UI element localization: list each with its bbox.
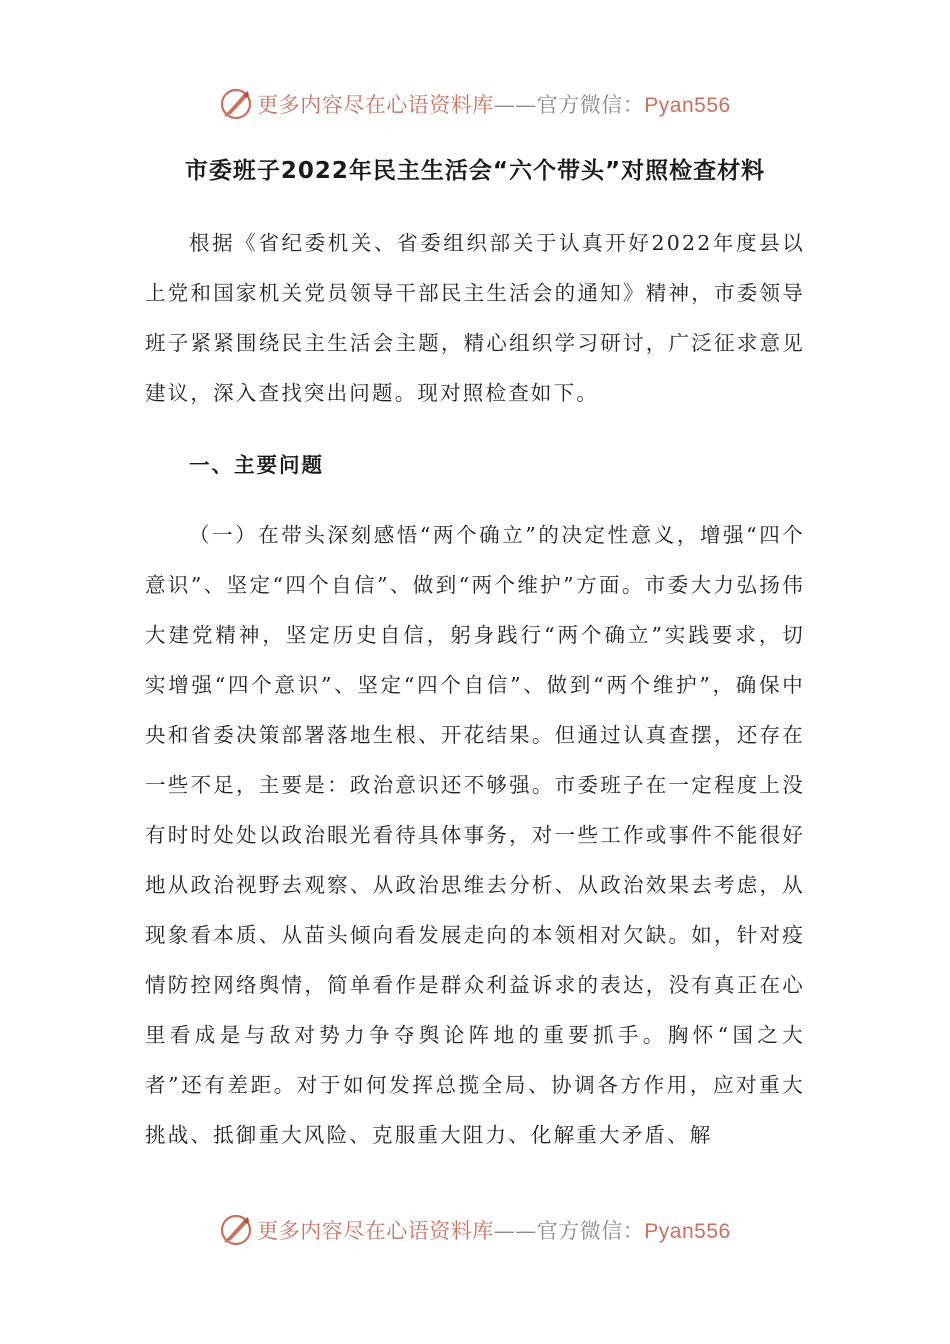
banner-wechat-label: 官方微信： — [536, 93, 645, 117]
footer-banner — [0, 1208, 950, 1252]
quill-pen-logo-icon — [219, 1213, 253, 1247]
section-paragraph: （一）在带头深刻感悟“两个确立”的决定性意义，增强“四个意识”、坚定“四个自信”、做到“两个维护”方面。市委大力弘扬伟大建党精神，坚定历史自信，躬身践行“两个确立”实践要求，切实增强“四个意识”、坚定“四个自信”、做到“两个维护”，确保中央和省委决策部署落地生根、开花结果。但通过认真查摆，还存在一些不足，主要是：政治意识还不够强。市委班子在一定程度上没有时时处处以政治眼光看待具体事务，对一些工作或事件不能很好地从政治视野去观察、从政治思维去分析、从政治效果去考虑，从现象看本质、从苗头倾向看发展走向的本领相对欠缺。如，针对疫情防控网络舆情，简单看作是群众利益诉求的表达，没有真正在心里看成是与敌对势力争夺舆论阵地的重要抓手。胸怀“国之大者”还有差距。对于如何发挥总揽全局、协调各方作用，应对重大挑战、抵御重大风险、克服重大阻力、化解重大矛盾、解 — [145, 523, 805, 1147]
footer-dash: —— — [493, 1219, 537, 1243]
footer-wechat-label: 官方微信： — [536, 1219, 645, 1243]
section-heading: 一、主要问题 — [189, 453, 324, 477]
intro-paragraph: 根据《省纪委机关、省委组织部关于认真开好2022年度县以上党和国家机关党员领导干部民主生活会的通知》精神，市委领导班子紧紧围绕民主生活会主题，精心组织学习研讨，广泛征求意见建议，深入查找突出问题。现对照检查如下。 — [145, 231, 805, 405]
banner-wechat-id: Pyan556 — [644, 94, 731, 117]
quill-pen-logo-icon — [219, 87, 253, 121]
document-title: 市委班子2022年民主生活会“六个带头”对照检查材料 — [184, 158, 766, 184]
banner-dash: —— — [493, 93, 537, 117]
banner-site-name: 更多内容尽在心语资料库 — [257, 93, 494, 117]
footer-wechat-id: Pyan556 — [644, 1220, 731, 1243]
header-banner — [0, 82, 950, 126]
footer-site-name: 更多内容尽在心语资料库 — [257, 1219, 494, 1243]
